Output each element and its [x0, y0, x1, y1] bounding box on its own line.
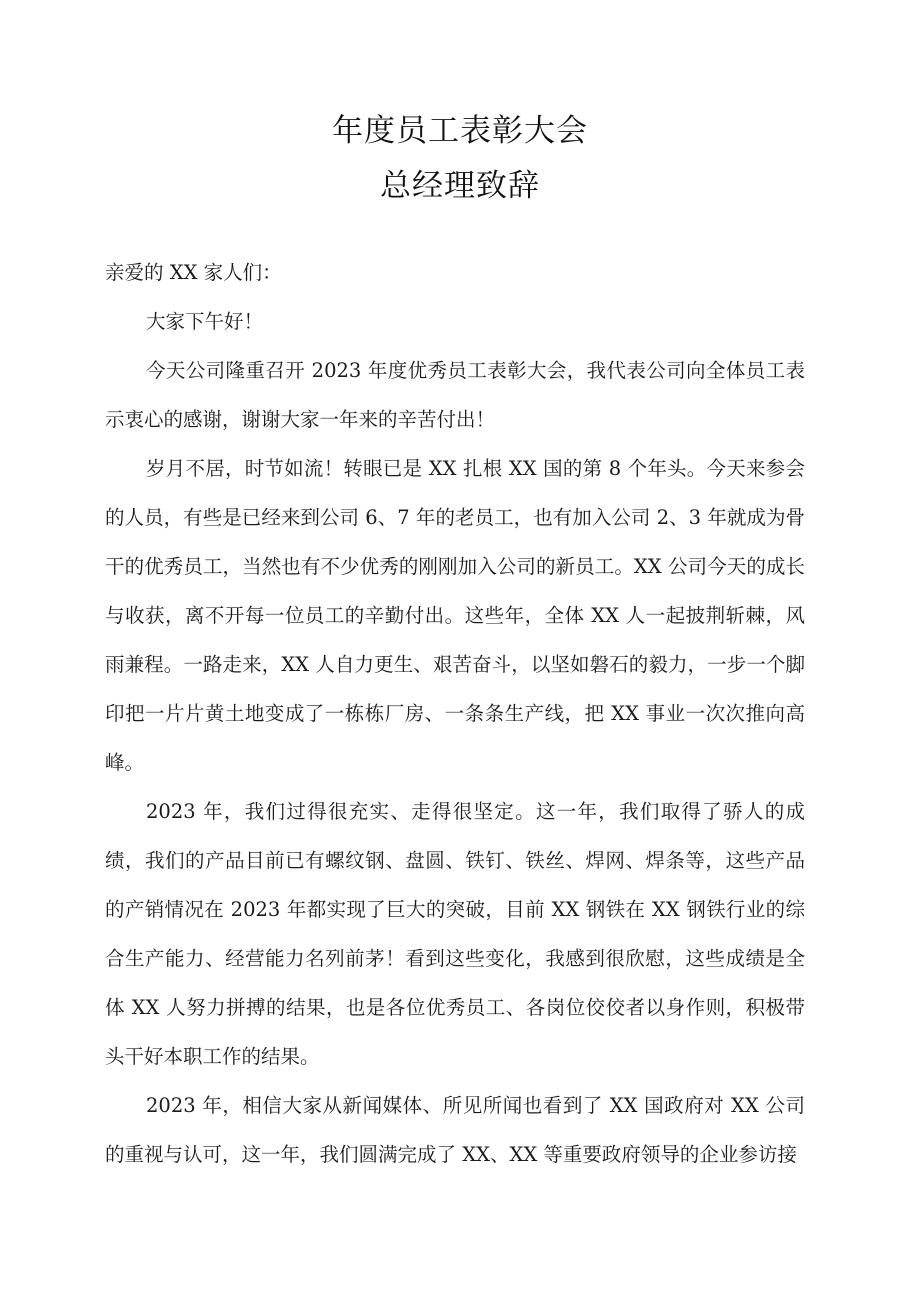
greeting: 亲爱的 XX 家人们：: [105, 261, 282, 284]
paragraph-3: 岁月不居，时节如流！转眼已是 XX 扎根 XX 国的第 8 个年头。今天来参会的人员，有些是已经来到公司 6、7 年的老员工，也有加入公司 2、3 年就成为骨干的优秀员工，当然也有不少优秀的刚刚加入公司的新员工。XX 公司今天的成长与收获，离不开每一位员工的辛勤付出。这些年，全体 XX 人一起披荆斩棘，风雨兼程。一路走来，XX 人自力更生、艰苦奋斗，以坚如磐石的毅力，一步一个脚印把一片片黄土地变成了一栋栋厂房、一条条生产线，把 XX 事业一次次推向高峰。: [105, 457, 805, 774]
title-line-2: 总经理致辞: [380, 168, 540, 204]
paragraph-4: 2023 年，我们过得很充实、走得很坚定。这一年，我们取得了骄人的成绩，我们的产品目前已有螺纹钢、盘圆、铁钉、铁丝、焊网、焊条等，这些产品的产销情况在 2023 年都实现了巨大的突破，目前 XX 钢铁在 XX 钢铁行业的综合生产能力、经营能力名列前茅！看到这些变化，我感到很欣慰，这些成绩是全体 XX 人努力拼搏的结果，也是各位优秀员工、各岗位佼佼者以身作则，积极带头干好本职工作的结果。: [105, 800, 805, 1068]
paragraph-1: 大家下午好！: [146, 310, 264, 333]
title-line-1: 年度员工表彰大会: [332, 113, 588, 149]
document-body: [105, 248, 805, 1179]
document-title: [0, 104, 920, 214]
paragraph-2: 今天公司隆重召开 2023 年度优秀员工表彰大会，我代表公司向全体员工表示衷心的感谢，谢谢大家一年来的辛苦付出！: [105, 359, 805, 431]
paragraph-5: 2023 年，相信大家从新闻媒体、所见所闻也看到了 XX 国政府对 XX 公司的重视与认可，这一年，我们圆满完成了 XX、XX 等重要政府领导的企业参访接: [105, 1094, 805, 1166]
